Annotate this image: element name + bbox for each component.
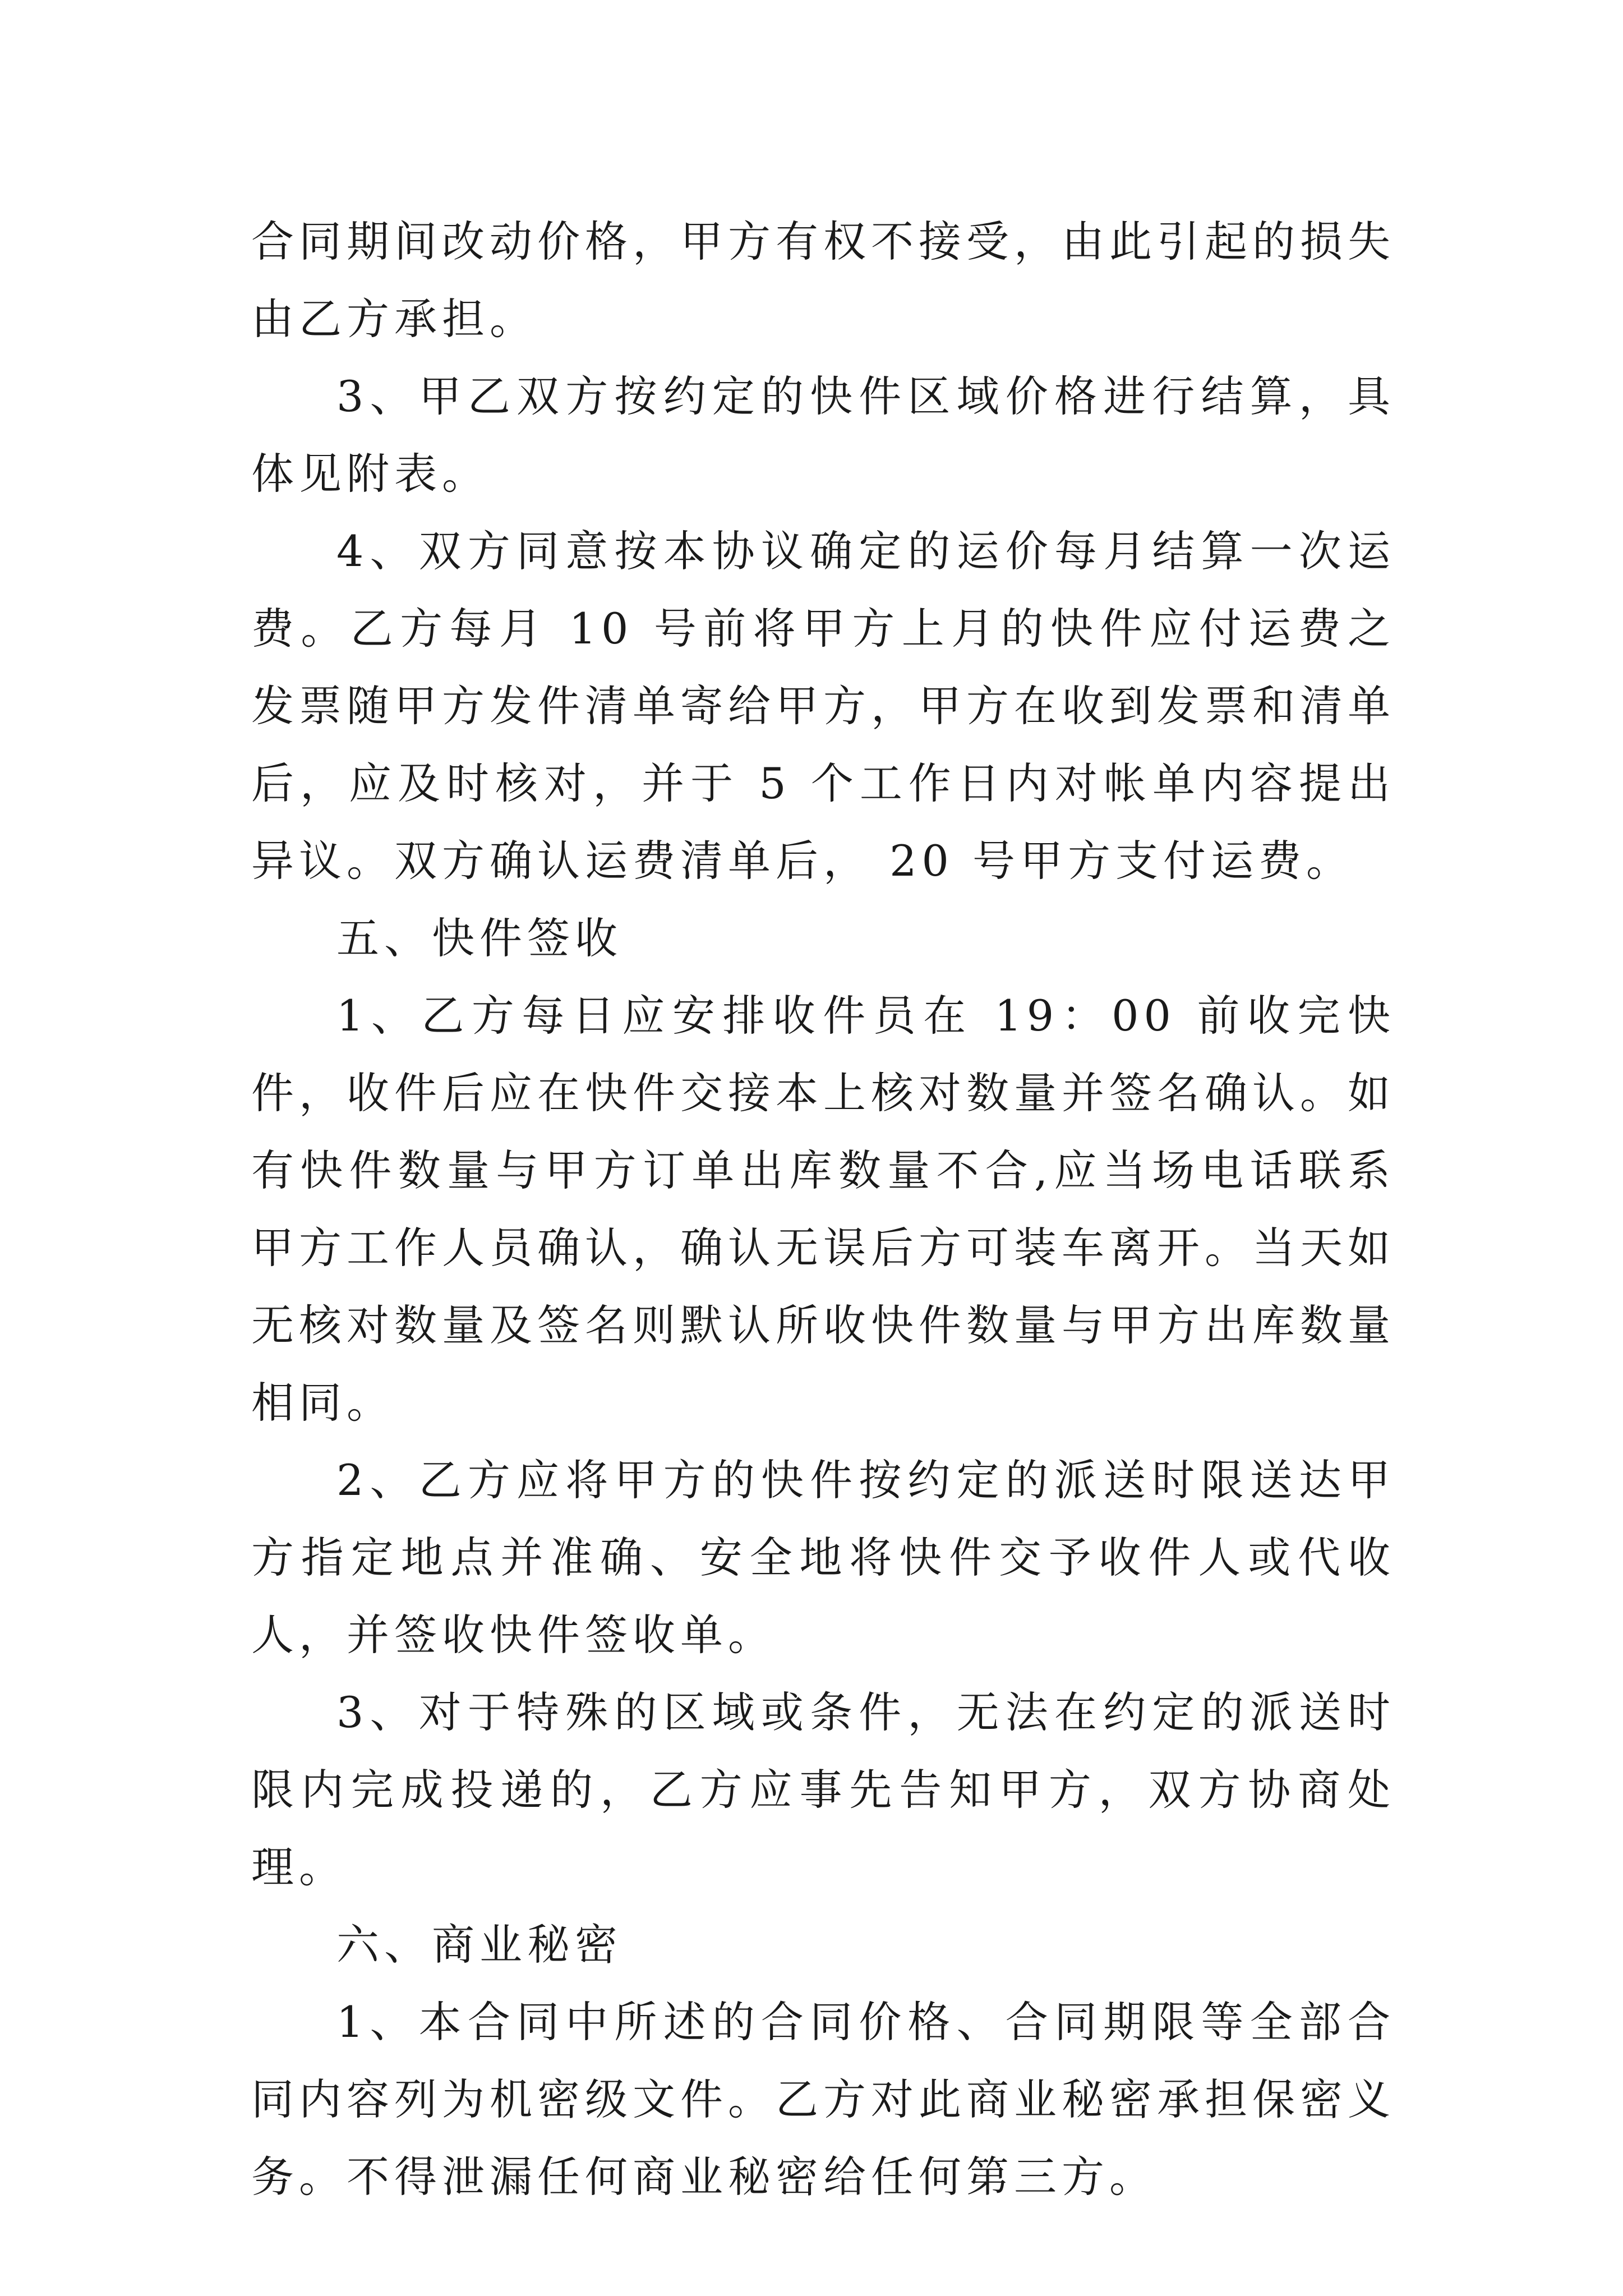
document-body (251, 203, 1395, 2216)
paragraph-price-change: 合同期间改动价格，甲方有权不接受，由此引起的损失由乙方承担。 (251, 217, 1395, 344)
section-heading-delivery-receipt: 五、快件签收 (336, 913, 623, 963)
paragraph-special-areas: 3、对于特殊的区域或条件，无法在约定的派送时限内完成投递的，乙方应事先告知甲方，双方协商处理。 (251, 1687, 1395, 1892)
paragraph-delivery-time-limit: 2、乙方应将甲方的快件按约定的派送时限送达甲方指定地点并准确、安全地将快件交予收件人或代收人，并签收快件签收单。 (251, 1455, 1395, 1660)
paragraph-settlement-by-region: 3、甲乙双方按约定的快件区域价格进行结算，具体见附表。 (251, 371, 1395, 499)
section-heading-trade-secrets: 六、商业秘密 (336, 1920, 623, 1970)
paragraph-confidentiality: 1、本合同中所述的合同价格、合同期限等全部合同内容列为机密级文件。乙方对此商业秘密承担保密义务。不得泄漏任何商业秘密给任何第三方。 (251, 1997, 1395, 2202)
paragraph-monthly-settlement: 4、双方同意按本协议确定的运价每月结算一次运费。乙方每月 10 号前将甲方上月的快件应付运费之发票随甲方发件清单寄给甲方，甲方在收到发票和清单后，应及时核对，并于 5 个工作日内对帐单内容提出异议。双方确认运费清单后， 20 号甲方支付运费。 (251, 526, 1395, 886)
paragraph-pickup-check: 1、乙方每日应安排收件员在 19：00 前收完快件，收件后应在快件交接本上核对数量并签名确认。如有快件数量与甲方订单出库数量不合,应当场电话联系甲方工作人员确认，确认无误后方可装车离开。当天如无核对数量及签名则默认所收快件数量与甲方出库数量相同。 (251, 991, 1395, 1428)
